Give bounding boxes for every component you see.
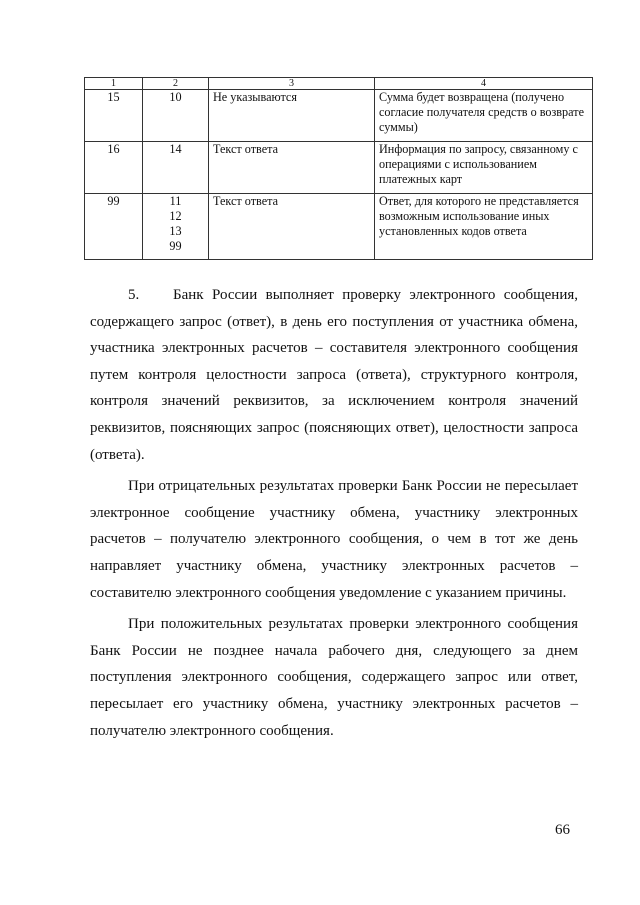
table-header-row	[85, 78, 593, 90]
table-cell: Текст ответа	[209, 142, 375, 194]
table-header-cell: 4	[375, 78, 593, 90]
table-cell	[143, 194, 209, 260]
codes-table	[84, 77, 593, 260]
cell-value: 14	[169, 142, 182, 156]
table-row	[85, 194, 593, 260]
paragraph: При положительных результатах проверки электронного сообщения Банк России не позднее начала рабочего дня, следующего за днем поступления электронного сообщения, содержащего запрос или ответ, пересылает его участнику обмена, участнику электронных расчетов – получателю электронного сообщения.	[90, 616, 578, 739]
table-cell	[143, 90, 209, 142]
cell-value: 99	[169, 239, 182, 253]
table-cell: Сумма будет возвращена (получено согласие получателя средств о возврате суммы)	[375, 90, 593, 142]
table-cell: 99	[85, 194, 143, 260]
table-header-cell: 3	[209, 78, 375, 90]
cell-value: 11	[169, 194, 182, 208]
table-cell: Не указываются	[209, 90, 375, 142]
cell-value: 12	[169, 209, 182, 223]
cell-value: 13	[169, 224, 182, 238]
table-header-cell: 2	[143, 78, 209, 90]
table-cell: 16	[85, 142, 143, 194]
table-row	[85, 90, 593, 142]
paragraph: 5. Банк России выполняет проверку электронного сообщения, содержащего запрос (ответ), в день его поступления от участника обмена, участника электронных расчетов – составителя электронного сообщения путем контроля целостности запроса (ответа), структурного контроля, контроля значений реквизитов, за исключением контроля значений реквизитов, поясняющих запрос (поясняющих ответ), целостности запроса (ответа).	[90, 287, 582, 463]
paragraph: При отрицательных результатах проверки Банк России не пересылает электронное сообщение участнику обмена, участнику электронных расчетов – получателю электронного сообщения, о чем в тот же день направляет участнику обмена, участнику электронных расчетов – составителю электронного сообщения уведомление с указанием причины.	[90, 478, 578, 601]
table-row	[85, 142, 593, 194]
table-header-cell: 1	[85, 78, 143, 90]
table-cell: Информация по запросу, связанному с операциями с использованием платежных карт	[375, 142, 593, 194]
page-number: 66	[555, 822, 570, 838]
table-cell	[143, 142, 209, 194]
table-cell: Текст ответа	[209, 194, 375, 260]
cell-value: 10	[169, 90, 182, 104]
table-cell: 15	[85, 90, 143, 142]
body-text	[90, 282, 582, 744]
table-cell: Ответ, для которого не представляется возможным использование иных установленных кодов ответа	[375, 194, 593, 260]
